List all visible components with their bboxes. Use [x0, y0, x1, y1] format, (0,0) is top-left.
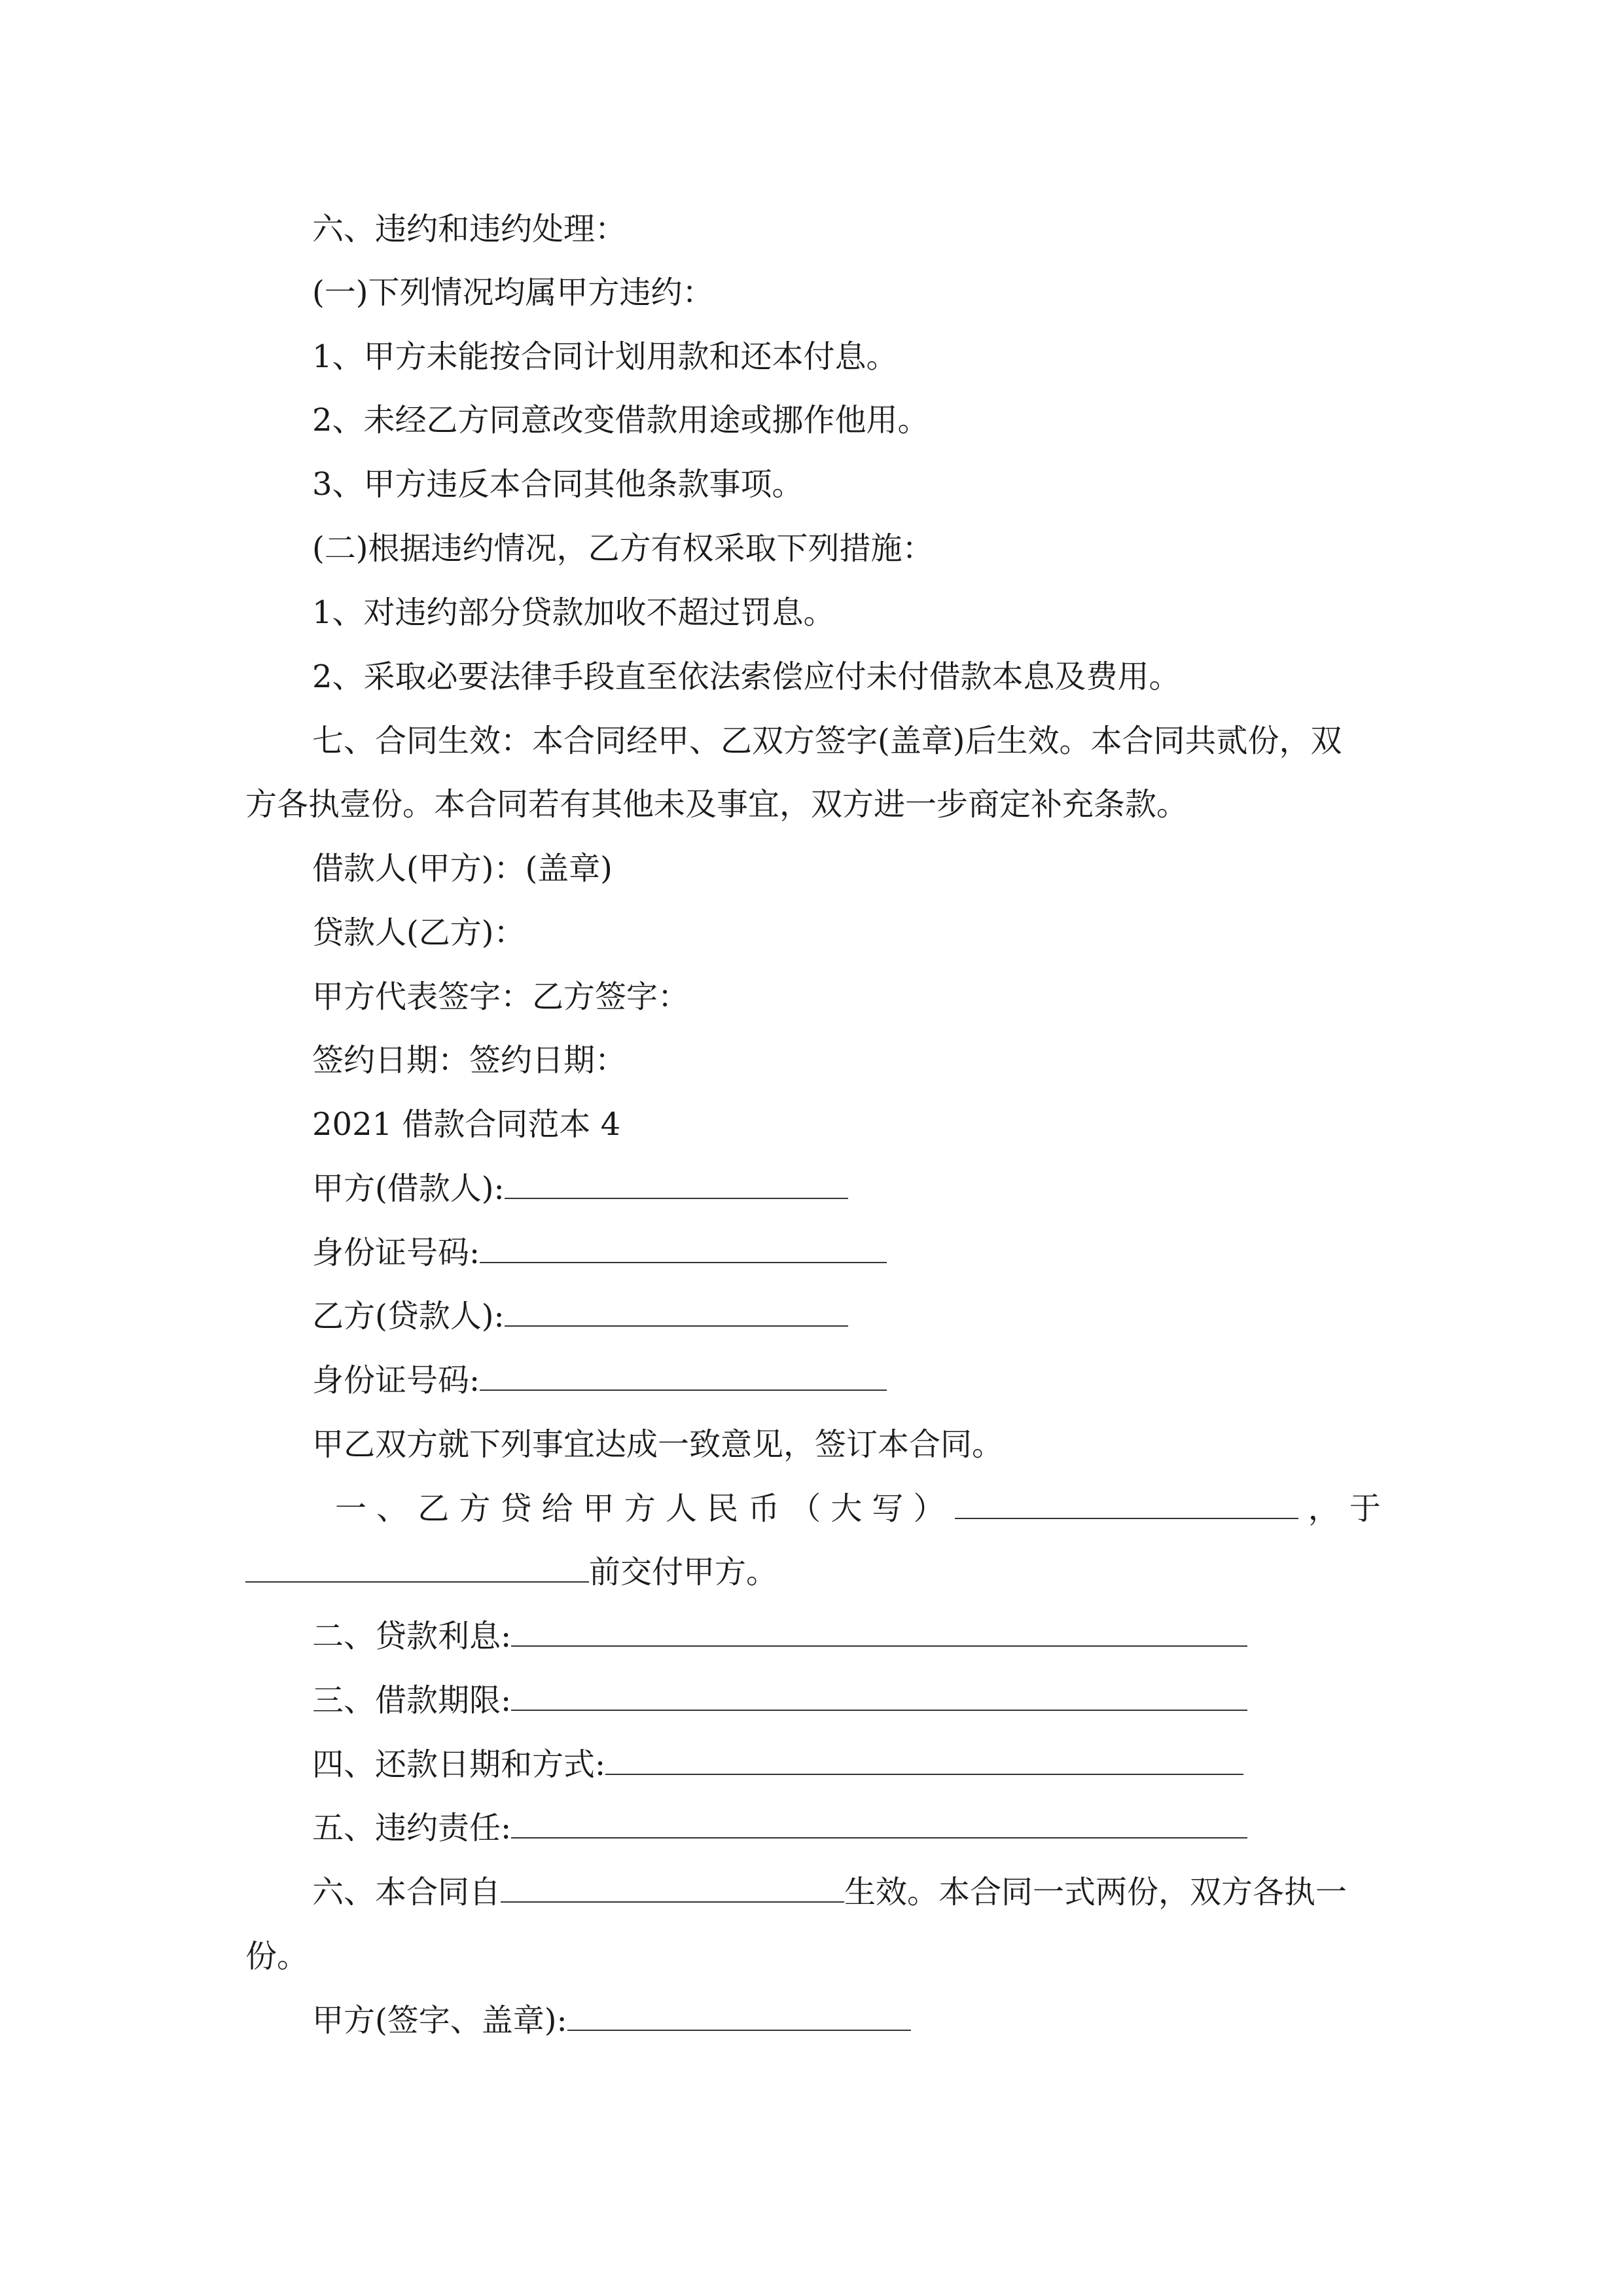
section6-part1-heading: (一)下列情况均属甲方违约：	[312, 274, 714, 311]
party-b-blank[interactable]	[505, 1297, 848, 1327]
clause1-comma: ，	[1308, 1490, 1340, 1527]
clause6-prefix: 六、本合同自	[312, 1874, 501, 1910]
id-b-label: 身份证号码:	[312, 1362, 480, 1399]
party-a-row	[312, 1169, 1448, 1208]
clause1-line2	[245, 1552, 1381, 1592]
clause2-blank[interactable]	[511, 1617, 1247, 1647]
clause1-char: 贷	[500, 1490, 532, 1527]
lender-party: 贷款人(乙方)：	[312, 914, 526, 951]
clause1-char: 币	[748, 1490, 780, 1527]
clause3-row	[312, 1681, 1448, 1720]
clause6-line2: 份。	[245, 1938, 309, 1975]
clause1-date-blank[interactable]	[245, 1552, 589, 1583]
clause2-row	[312, 1617, 1448, 1656]
clause5-label: 五、违约责任:	[312, 1810, 512, 1846]
id-a-row	[312, 1233, 1448, 1272]
clause4-blank[interactable]	[605, 1745, 1243, 1775]
section7-line1: 七、合同生效：本合同经甲、乙双方签字(盖章)后生效。本合同共贰份，双	[312, 723, 1342, 759]
agreement-intro: 甲乙双方就下列事宜达成一致意见，签订本合同。	[312, 1426, 1004, 1463]
clause1-char: 人	[665, 1490, 697, 1527]
clause5-row	[312, 1808, 1448, 1848]
clause4-label: 四、还款日期和方式:	[312, 1746, 606, 1783]
clause3-label: 三、借款期限:	[312, 1682, 512, 1719]
clause6-blank[interactable]	[501, 1873, 844, 1903]
section6-part2-heading: (二)根据违约情况，乙方有权采取下列措施：	[312, 530, 934, 567]
clause6-row	[312, 1873, 1448, 1912]
clause3-blank[interactable]	[511, 1681, 1247, 1711]
section7-line2: 方各执壹份。本合同若有其他未及事宜，双方进一步商定补充条款。	[245, 786, 1188, 823]
id-b-row	[312, 1361, 1448, 1400]
clause1-char: 大	[830, 1490, 863, 1527]
clause1-line2-suffix: 前交付甲方。	[589, 1554, 778, 1590]
signatures-line: 甲方代表签字：乙方签字：	[312, 978, 690, 1015]
section6-part1-item: 3、甲方违反本合同其他条款事项。	[312, 466, 804, 503]
clause1-char: 写	[872, 1490, 904, 1527]
party-a-sign-row	[312, 2001, 1448, 2040]
clause1-char: （	[789, 1490, 821, 1527]
borrower-party: 借款人(甲方)：(盖章)	[312, 850, 613, 887]
id-b-blank[interactable]	[480, 1361, 887, 1391]
clause4-row	[312, 1745, 1448, 1784]
clause1-yu: 于	[1349, 1490, 1381, 1527]
clause1-char: 方	[459, 1490, 491, 1527]
clause1-char: 甲	[582, 1490, 615, 1527]
section6-part1-item: 1、甲方未能按合同计划用款和还本付息。	[312, 338, 898, 375]
clause2-label: 二、贷款利息:	[312, 1618, 512, 1655]
party-b-label: 乙方(贷款人):	[312, 1298, 505, 1335]
section6-part2-item: 2、采取必要法律手段直至依法索偿应付未付借款本息及费用。	[312, 658, 1181, 695]
clause1-char: 给	[541, 1490, 573, 1527]
party-b-row	[312, 1297, 1448, 1336]
section6-part2-item: 1、对违约部分贷款加收不超过罚息。	[312, 594, 835, 631]
clause1-char: 一	[335, 1490, 367, 1527]
template4-title: 2021 借款合同范本 4	[312, 1106, 621, 1143]
party-a-label: 甲方(借款人):	[312, 1170, 505, 1207]
clause1-char: 民	[706, 1490, 738, 1527]
clause6-suffix: 生效。本合同一式两份，双方各执一	[844, 1874, 1347, 1910]
party-a-sign-blank[interactable]	[567, 2001, 911, 2031]
section6-heading: 六、违约和违约处理：	[312, 211, 627, 247]
clause1-char: 乙	[418, 1490, 450, 1527]
id-a-label: 身份证号码:	[312, 1234, 480, 1271]
clause1-amount-blank[interactable]	[955, 1489, 1298, 1519]
party-a-blank[interactable]	[505, 1169, 848, 1199]
clause1-char: ）	[913, 1490, 945, 1527]
clause5-blank[interactable]	[511, 1808, 1247, 1839]
clause1-char: 、	[376, 1490, 408, 1527]
party-a-sign-label: 甲方(签字、盖章):	[312, 2002, 567, 2039]
id-a-blank[interactable]	[480, 1233, 887, 1263]
section6-part1-item: 2、未经乙方同意改变借款用途或挪作他用。	[312, 402, 929, 439]
clause1-line1	[335, 1489, 1381, 1528]
sign-dates-line: 签约日期：签约日期：	[312, 1042, 627, 1079]
clause1-char: 方	[624, 1490, 656, 1527]
